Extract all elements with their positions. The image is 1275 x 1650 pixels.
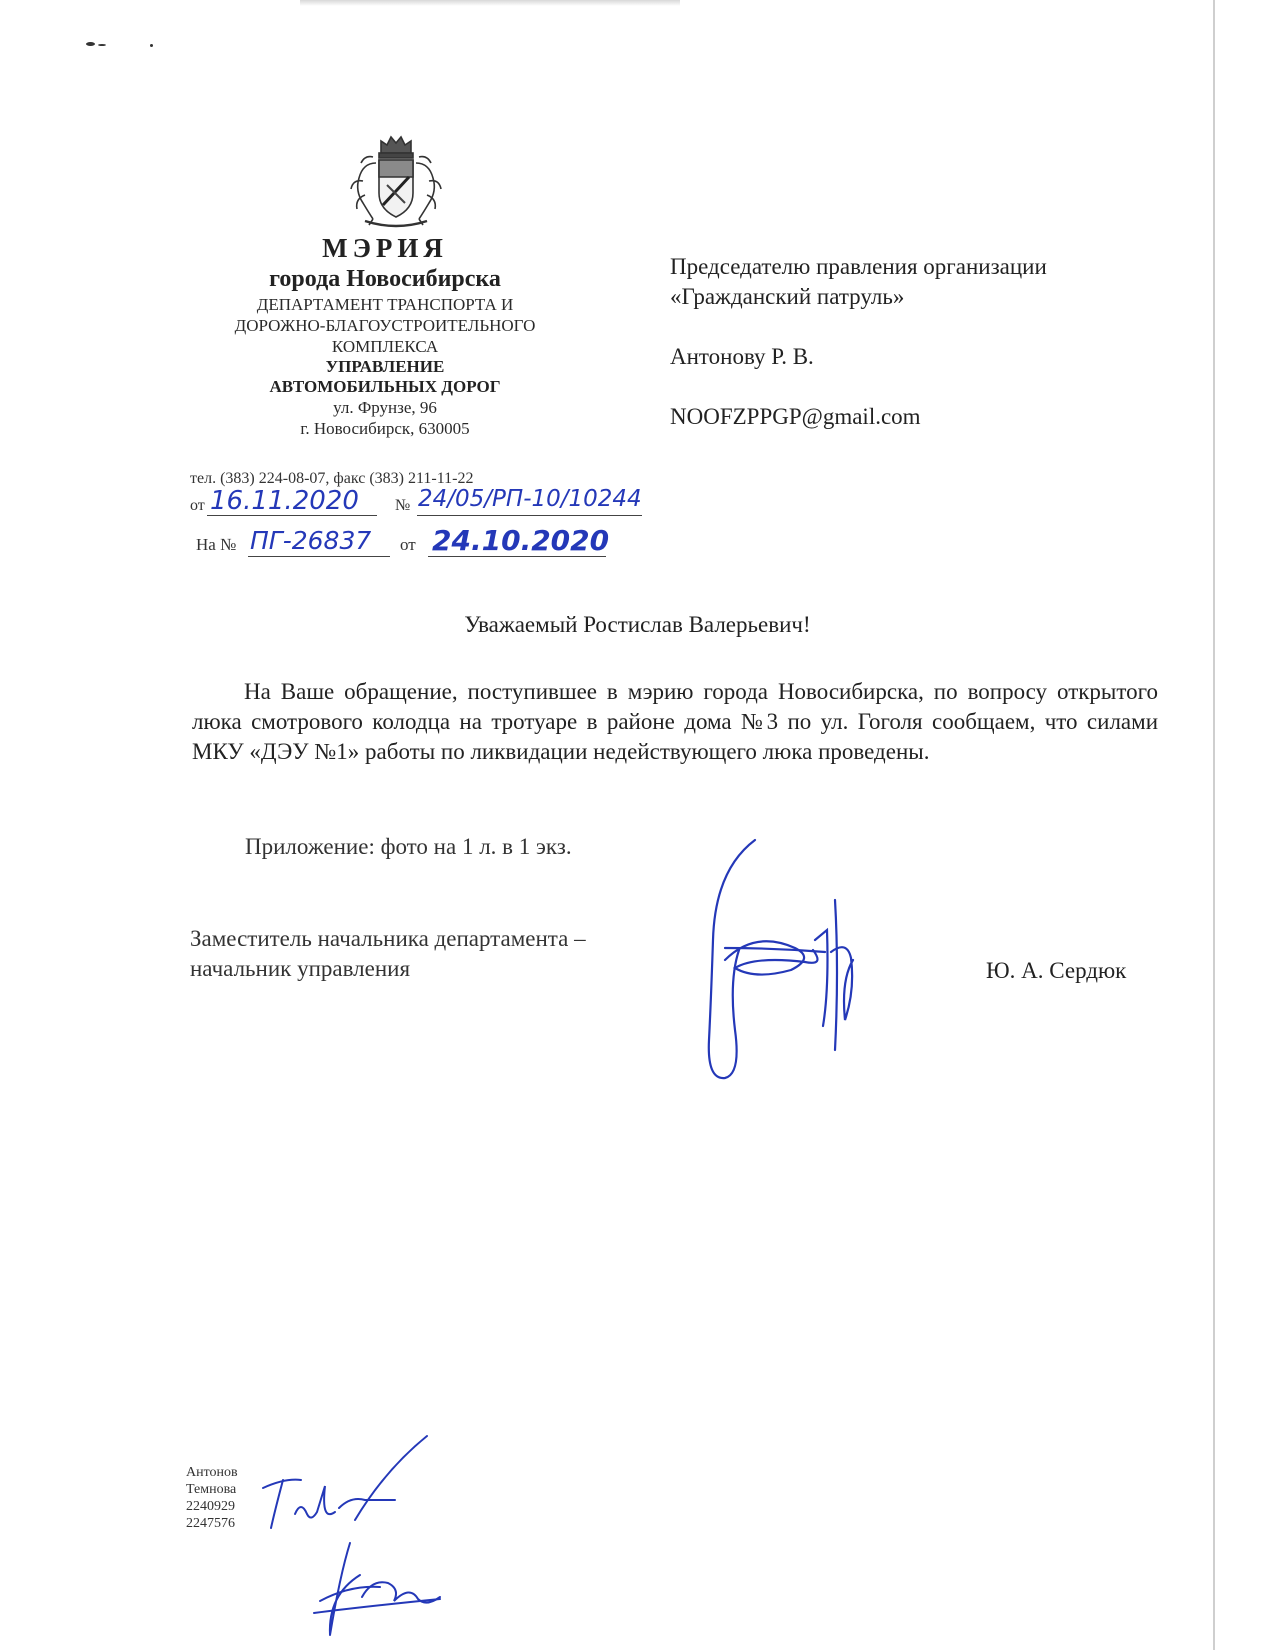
signatory-name: Ю. А. Сердюк: [986, 958, 1127, 983]
executors-block: [186, 1464, 238, 1532]
reply-number-underline: [248, 556, 390, 557]
addressee-title: Председателю правления организации: [670, 254, 1047, 279]
address-city: г. Новосибирск, 630005: [300, 419, 470, 438]
outgoing-number: 24/05/РП-10/10244: [418, 486, 642, 512]
letterhead: [178, 232, 592, 439]
executor-phone: 2247576: [186, 1516, 235, 1531]
division-line: АВТОМОБИЛЬНЫХ ДОРОГ: [269, 377, 501, 396]
division-line: УПРАВЛЕНИЕ: [325, 357, 445, 376]
scan-speck: [98, 44, 106, 46]
executor-phone: 2240929: [186, 1499, 235, 1514]
addressee-organization: «Гражданский патруль»: [670, 284, 905, 309]
department-line: ДОРОЖНО-БЛАГОУСТРОИТЕЛЬНОГО: [234, 316, 536, 335]
addressee-block: [670, 252, 1190, 432]
department-line: КОМПЛЕКСА: [331, 337, 439, 356]
scan-speck: [86, 42, 95, 46]
number-label: №: [395, 497, 411, 514]
letter-body: На Ваше обращение, поступившее в мэрию города Новосибирска, по вопросу открытого люка смотрового колодца на тротуаре в районе дома №3 по ул. Гоголя сообщаем, что силами МКУ «ДЭУ №1» работы по ликвидации недействующего люка проведены.: [192, 679, 1158, 764]
executor-name: Темнова: [186, 1482, 237, 1497]
reply-from-date: 24.10.2020: [432, 524, 610, 557]
scan-speck: [150, 44, 153, 47]
attachment-note: Приложение: фото на 1 л. в 1 экз.: [245, 834, 572, 859]
letterhead-title: МЭРИЯ: [322, 233, 448, 263]
addressee-email: NOOFZPPGP@gmail.com: [670, 404, 921, 429]
from-label: от: [190, 497, 205, 514]
addressee-name: Антонову Р. В.: [670, 344, 814, 369]
reply-from-label: от: [400, 535, 416, 554]
letterhead-phones: тел. (383) 224-08-07, факс (383) 211-11-22: [190, 470, 474, 487]
approval-signature-icon: [255, 1430, 435, 1540]
coat-of-arms-icon: [343, 133, 449, 233]
reply-to-number: ПГ-26837: [250, 526, 372, 555]
position-line: Заместитель начальника департамента –: [190, 926, 586, 951]
address-street: ул. Фрунзе, 96: [333, 398, 437, 417]
approval-signature-icon: [300, 1535, 450, 1640]
scan-edge: [1213, 0, 1215, 1650]
number-underline: [417, 515, 642, 516]
position-line: начальник управления: [190, 956, 411, 981]
executor-name: Антонов: [186, 1465, 238, 1480]
outgoing-date: 16.11.2020: [210, 486, 359, 516]
salutation: Уважаемый Ростислав Валерьевич!: [464, 612, 811, 637]
scan-smudge: [300, 0, 680, 6]
signatory-position: [190, 924, 586, 984]
signature-icon: [695, 830, 895, 1090]
reply-to-label: На №: [196, 535, 237, 554]
letterhead-city: города Новосибирска: [269, 266, 501, 292]
department-line: ДЕПАРТАМЕНТ ТРАНСПОРТА И: [256, 295, 514, 314]
